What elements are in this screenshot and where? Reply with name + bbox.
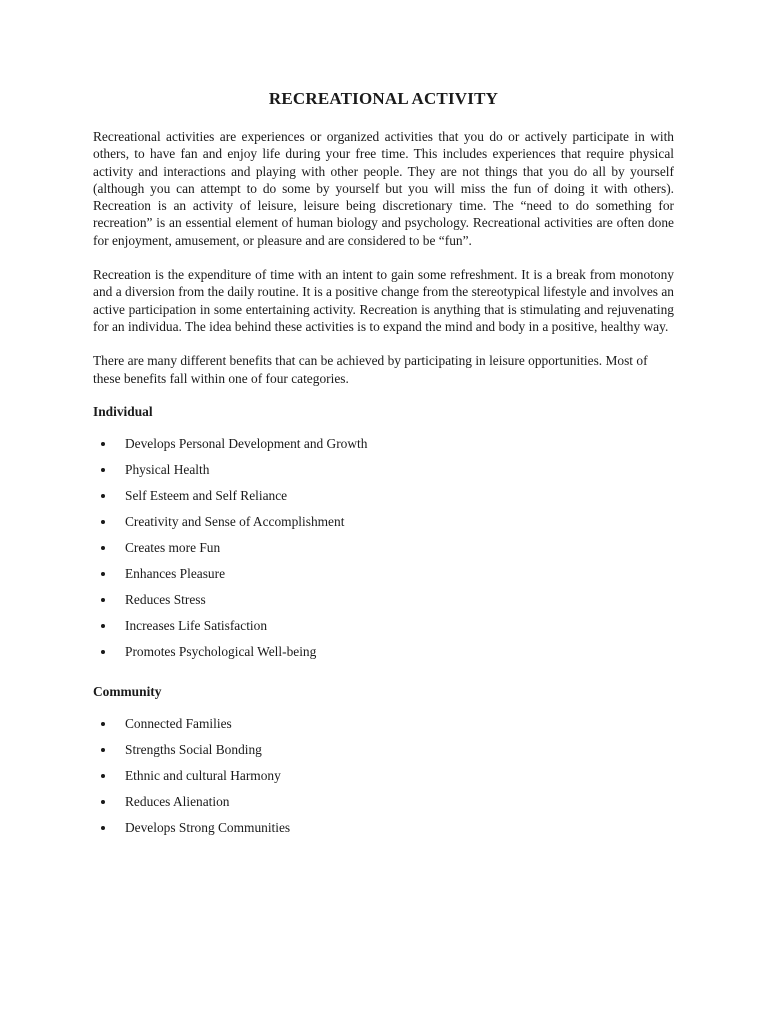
bullet-icon xyxy=(101,546,105,550)
list-item-text: Enhances Pleasure xyxy=(125,565,226,581)
list-item-text: Creates more Fun xyxy=(125,539,221,555)
list-item-text: Connected Families xyxy=(125,715,232,731)
list-item-text: Creativity and Sense of Accomplishment xyxy=(125,513,345,529)
bullet-icon xyxy=(101,520,105,524)
bullet-icon xyxy=(101,624,105,628)
paragraph-definition: Recreation is the expenditure of time with an intent to gain some refreshment. It is a break from monotony and a diversion from the daily routine. It is a positive change from the stereotypical lifestyle and involves an active participation in some entertaining activity. Recreation is anything that is stimulating and rejuvenating for an individua. The idea behind these activities is to expand the mind and body in a positive, healthy way. xyxy=(93,267,674,334)
bullet-icon xyxy=(101,774,105,778)
list-item-text: Strengths Social Bonding xyxy=(125,741,262,757)
list-item xyxy=(93,643,674,669)
list-item xyxy=(93,767,674,793)
paragraph-benefits: There are many different benefits that can be achieved by participating in leisure opportunities. Most of these benefits fall within one of four categories. xyxy=(93,353,648,386)
list-item xyxy=(93,715,674,741)
bullet-icon xyxy=(101,826,105,830)
list-item xyxy=(93,591,674,617)
list-item xyxy=(93,617,674,643)
bullet-icon xyxy=(101,650,105,654)
document-title: RECREATIONAL ACTIVITY xyxy=(268,89,499,108)
bullet-icon xyxy=(101,722,105,726)
list-item-text: Reduces Alienation xyxy=(125,793,230,809)
document-page xyxy=(93,87,674,859)
list-item-text: Promotes Psychological Well-being xyxy=(125,643,317,659)
section-individual xyxy=(93,403,674,669)
section-community xyxy=(93,683,674,845)
list-item-text: Reduces Stress xyxy=(125,591,206,607)
list-item xyxy=(93,435,674,461)
bullet-icon xyxy=(101,442,105,446)
section-heading-individual: Individual xyxy=(93,403,153,419)
bullet-list-individual xyxy=(93,435,674,669)
list-item xyxy=(93,565,674,591)
list-item xyxy=(93,461,674,487)
bullet-list-community xyxy=(93,715,674,845)
list-item-text: Physical Health xyxy=(125,461,210,477)
list-item-text: Develops Strong Communities xyxy=(125,819,291,835)
list-item xyxy=(93,793,674,819)
bullet-icon xyxy=(101,598,105,602)
list-item-text: Ethnic and cultural Harmony xyxy=(125,767,281,783)
bullet-icon xyxy=(101,572,105,576)
list-item-text: Self Esteem and Self Reliance xyxy=(125,487,288,503)
bullet-icon xyxy=(101,800,105,804)
bullet-icon xyxy=(101,494,105,498)
list-item xyxy=(93,513,674,539)
bullet-icon xyxy=(101,468,105,472)
paragraph-intro: Recreational activities are experiences or organized activities that you do or actively participate in with others, to have fan and enjoy life during your free time. This includes experiences that require physical activity and interactions and playing with other people. They are not things that you do all by yourself (although you can attempt to do some by yourself but you will miss the fun of doing it with others). Recreation is an activity of leisure, leisure being discretionary time. The “need to do something for recreation” is an essential element of human biology and psychology. Recreational activities are often done for enjoyment, amusement, or pleasure and are considered to be “fun”. xyxy=(93,129,674,248)
bullet-icon xyxy=(101,748,105,752)
list-item-text: Increases Life Satisfaction xyxy=(125,617,268,633)
list-item xyxy=(93,741,674,767)
list-item xyxy=(93,539,674,565)
list-item xyxy=(93,819,674,845)
list-item xyxy=(93,487,674,513)
section-heading-community: Community xyxy=(93,683,162,699)
list-item-text: Develops Personal Development and Growth xyxy=(125,435,368,451)
